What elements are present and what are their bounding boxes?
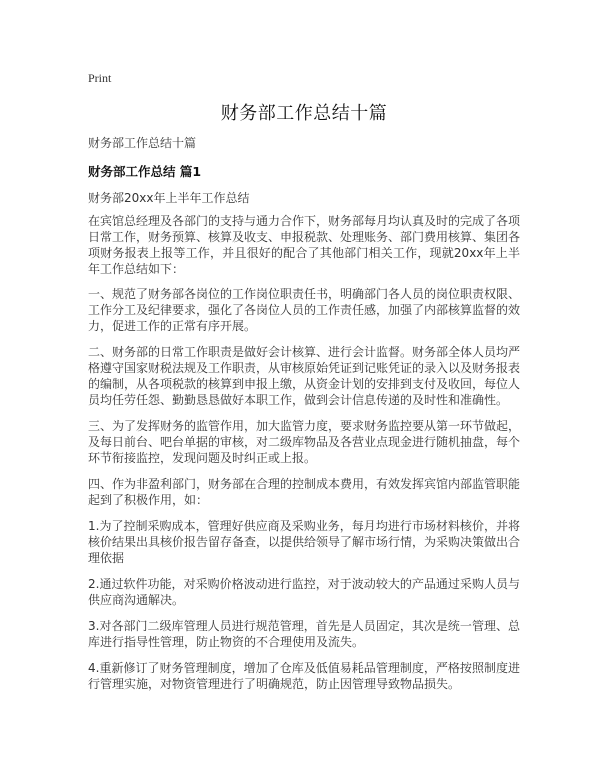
paragraph-item-3: 三、为了发挥财务的监管作用，加大监管力度，要求财务监控要从第一环节做起，及每日前台、吧台单据的审核，对二级库物品及各营业点现金进行随机抽盘，每个环节衔接监控，发现问题及时纠正或上报。: [88, 419, 521, 465]
paragraph-item-1: 一、规范了财务部各岗位的工作岗位职责任书，明确部门各人员的岗位职责权限、工作分工及纪律要求，强化了各岗位人员的工作责任感，加强了内部核算监督的效力，促进工作的正常有序开展。: [88, 287, 521, 333]
paragraph-subitem-4: 4.重新修订了财务管理制度，增加了仓库及低值易耗品管理制度，严格按照制度进行管理实施，对物资管理进行了明确规范，防止因管理导致物品损失。: [88, 661, 520, 691]
report-title: 财务部20xx年上半年工作总结: [88, 191, 250, 205]
paragraph-intro: 在宾馆总经理及各部门的支持与通力合作下，财务部每月均认真及时的完成了各项日常工作，财务预算、核算及收支、申报税款、处理账务、部门费用核算、集团各项财务报表上报等工作，并且很好的配合了其他部门相关工作，现就20xx年上半年工作总结如下：: [88, 214, 521, 276]
paragraph-item-2: 二、财务部的日常工作职责是做好会计核算、进行会计监督。财务部全体人员均严格遵守国家财税法规及工作职责，从审核原始凭证到记账凭证的录入以及财务报表的编制，从各项税款的核算到申报上缴，从资金计划的安排到支付及收回，每位人员均任劳任怨、勤勤恳恳做好本职工作，做到会计信息传递的及时性和准确性。: [88, 345, 521, 407]
paragraph-subitem-3: 3.对各部门二级库管理人员进行规范管理，首先是人员固定，其次是统一管理、总库进行指导性管理，防止物资的不合理使用及流失。: [88, 619, 520, 649]
section-heading: 财务部工作总结 篇1: [88, 164, 202, 179]
paragraph-subitem-2: 2.通过软件功能，对采购价格波动进行监控，对于波动较大的产品通过采购人员与供应商沟通解决。: [88, 577, 520, 607]
document-subtitle: 财务部工作总结十篇: [88, 136, 197, 150]
print-label[interactable]: Print: [88, 71, 112, 85]
paragraph-subitem-1: 1.为了控制采购成本，管理好供应商及采购业务，每月均进行市场材料核价，并将核价结果出具核价报告留存备查，以提供给领导了解市场行情，为采购决策做出合理依据: [88, 519, 521, 565]
paragraph-item-4: 四、作为非盈利部门，财务部在合理的控制成本费用，有效发挥宾馆内部监管职能起到了积极作用，如：: [88, 477, 521, 507]
page-title: 财务部工作总结十篇: [220, 103, 388, 124]
